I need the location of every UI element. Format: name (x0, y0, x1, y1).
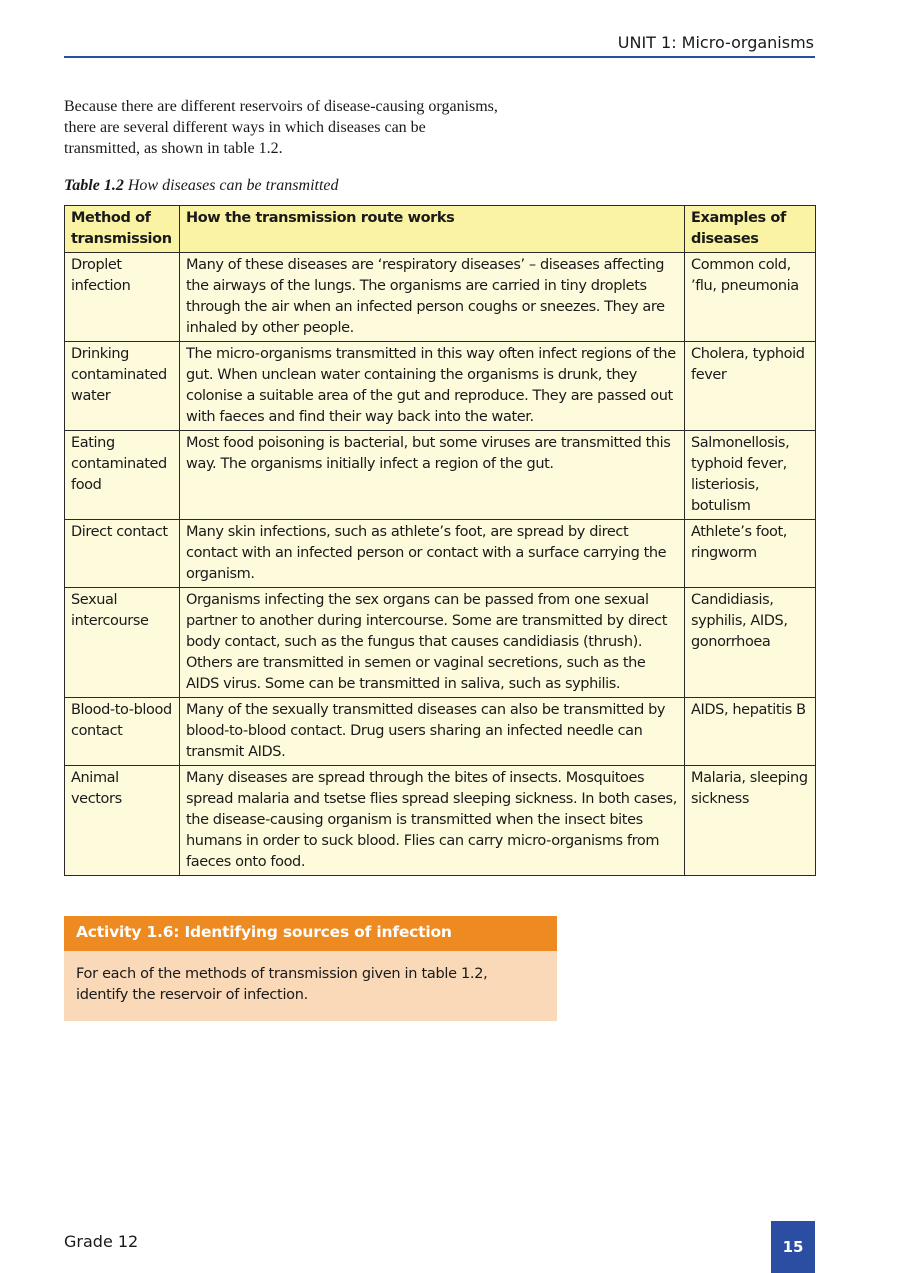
cell-method: Drinking contaminated water (65, 342, 180, 431)
cell-method: Droplet infection (65, 253, 180, 342)
transmission-table (64, 205, 816, 876)
activity-box (64, 916, 557, 1021)
footer-grade: Grade 12 (64, 1232, 139, 1251)
cell-how: Many skin infections, such as athlete’s foot, are spread by direct contact with an infected person or contact with a surface carrying the organism. (180, 520, 685, 588)
page-number: 15 (771, 1221, 815, 1273)
cell-how: Most food poisoning is bacterial, but some viruses are transmitted this way. The organisms initially infect a region of the gut. (180, 431, 685, 520)
cell-method: Eating contaminated food (65, 431, 180, 520)
intro-paragraph (64, 96, 564, 159)
table-row (65, 698, 816, 766)
cell-examples: Cholera, typhoid fever (685, 342, 816, 431)
table-row (65, 253, 816, 342)
table-row (65, 342, 816, 431)
cell-how: Many diseases are spread through the bites of insects. Mosquitoes spread malaria and tsetse flies spread sleeping sickness. In both cases, the disease-causing organism is transmitted when the insect bites humans in order to suck blood. Flies can carry micro-organisms from faeces onto food. (180, 766, 685, 876)
cell-examples: AIDS, hepatitis B (685, 698, 816, 766)
table-row (65, 431, 816, 520)
header-how: How the transmission route works (180, 206, 685, 253)
activity-line: For each of the methods of transmission given in table 1.2, (76, 966, 488, 982)
cell-method: Sexual intercourse (65, 588, 180, 698)
cell-examples: Candidiasis, syphilis, AIDS, gonorrhoea (685, 588, 816, 698)
table-row (65, 520, 816, 588)
table-row (65, 588, 816, 698)
table-caption (64, 177, 339, 195)
cell-how: Many of the sexually transmitted diseases can also be transmitted by blood-to-blood contact. Drug users sharing an infected needle can transmit AIDS. (180, 698, 685, 766)
activity-line: identify the reservoir of infection. (76, 987, 308, 1003)
intro-line: Because there are different reservoirs of disease-causing organisms, (64, 98, 498, 115)
cell-method: Animal vectors (65, 766, 180, 876)
table-header-row (65, 206, 816, 253)
cell-method: Blood-to-blood contact (65, 698, 180, 766)
table-caption-text: How diseases can be transmitted (123, 177, 339, 194)
cell-how: Many of these diseases are ‘respiratory diseases’ – diseases affecting the airways of the lungs. The organisms are carried in tiny droplets through the air when an infected person coughs or sneezes. They are inhaled by other people. (180, 253, 685, 342)
cell-examples: Common cold, ’flu, pneumonia (685, 253, 816, 342)
cell-examples: Malaria, sleeping sickness (685, 766, 816, 876)
header-examples: Examples of diseases (685, 206, 816, 253)
activity-body (64, 951, 557, 1006)
intro-line: transmitted, as shown in table 1.2. (64, 140, 283, 157)
cell-how: Organisms infecting the sex organs can be passed from one sexual partner to another during intercourse. Some are transmitted by direct body contact, such as the fungus that causes candidiasis (thrush). Others are transmitted in semen or vaginal secretions, such as the AIDS virus. Some can be transmitted in saliva, such as syphilis. (180, 588, 685, 698)
running-header: UNIT 1: Micro-organisms (617, 33, 814, 52)
cell-method: Direct contact (65, 520, 180, 588)
cell-how: The micro-organisms transmitted in this way often infect regions of the gut. When unclean water containing the organisms is drunk, they colonise a suitable area of the gut and reproduce. They are passed out with faeces and find their way back into the water. (180, 342, 685, 431)
activity-title: Activity 1.6: Identifying sources of infection (64, 916, 557, 951)
intro-line: there are several different ways in which diseases can be (64, 119, 426, 136)
header-method: Method of transmission (65, 206, 180, 253)
cell-examples: Athlete’s foot, ringworm (685, 520, 816, 588)
cell-examples: Salmonellosis, typhoid fever, listeriosis, botulism (685, 431, 816, 520)
table-caption-label: Table 1.2 (64, 177, 124, 194)
header-rule (64, 56, 815, 58)
table-row (65, 766, 816, 876)
